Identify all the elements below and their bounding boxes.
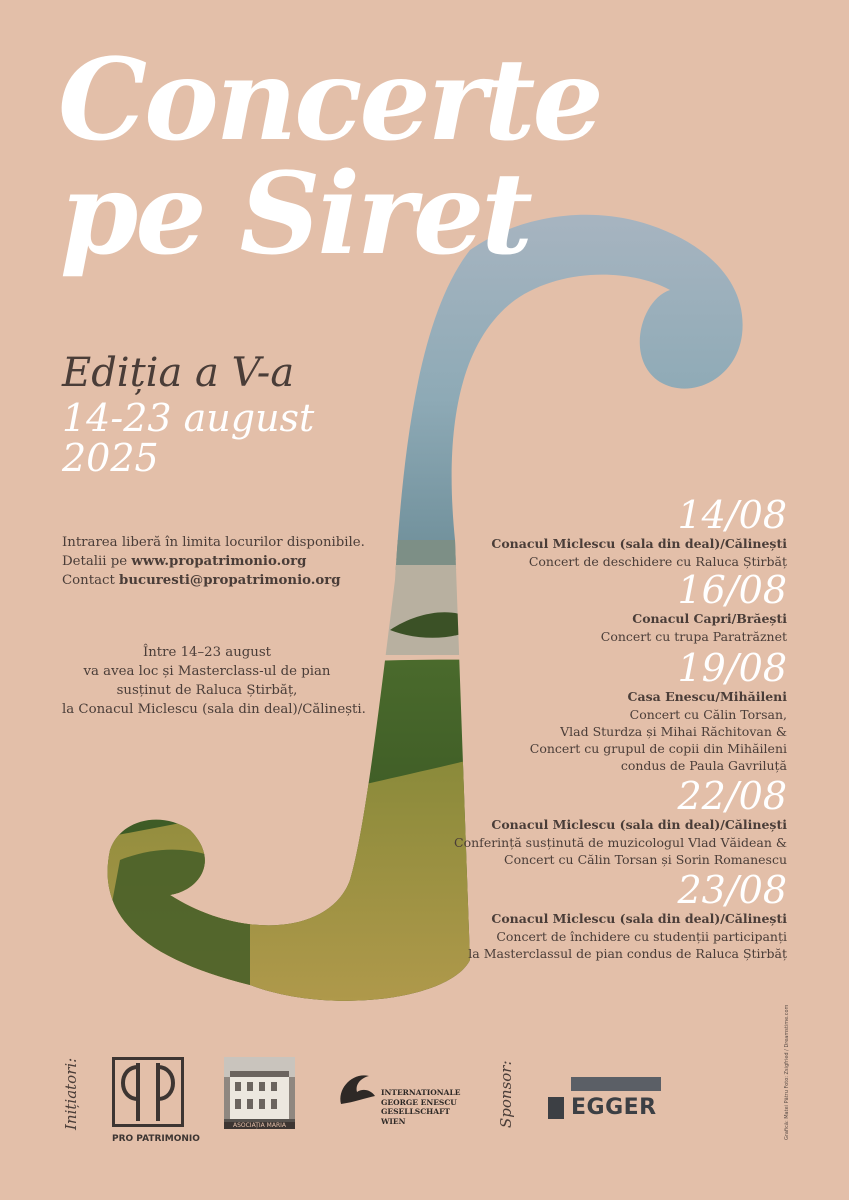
egger-wordmark: EGGER — [571, 1095, 657, 1120]
event-3 — [530, 648, 787, 774]
event-venue: Conacul Capri/Brăești — [632, 611, 787, 626]
sponsor-label: Sponsor: — [497, 1060, 515, 1128]
edition-label: Ediția a V-a — [62, 350, 295, 396]
festival-year: 2025 — [62, 436, 159, 480]
masterclass-line: va avea loc și Masterclass-ul de pian — [83, 664, 331, 679]
event-2 — [601, 570, 787, 645]
event-venue: Conacul Miclescu (sala din deal)/Călinești — [491, 536, 787, 551]
event-date: 22/08 — [677, 774, 787, 818]
pro-patrimonio-logo — [112, 1057, 200, 1144]
event-5 — [468, 870, 787, 962]
enescu-line: WIEN — [381, 1116, 406, 1126]
event-date: 19/08 — [677, 646, 787, 690]
enescu-line: INTERNATIONALE — [381, 1088, 461, 1097]
enescu-line: GEORGE ENESCU — [381, 1097, 457, 1107]
event-line: la Masterclassul de pian condus de Raluca Știrbăț — [468, 946, 787, 961]
event-date: 23/08 — [677, 868, 787, 912]
info-block — [62, 533, 365, 590]
event-4 — [454, 776, 787, 868]
egger-e-mark-icon — [548, 1097, 564, 1119]
contact-prefix: Contact — [62, 573, 120, 588]
free-entry-text: Intrarea liberă în limita locurilor disponibile. — [62, 535, 365, 550]
event-venue: Conacul Miclescu (sala din deal)/Călinești — [491, 911, 787, 926]
pro-patrimonio-emblem-icon — [112, 1057, 184, 1127]
event-line: condus de Paula Gavriluță — [620, 758, 787, 773]
event-line: Concert cu trupa Paratrăznet — [600, 629, 787, 644]
title-line-2: pe Siret — [60, 149, 530, 280]
event-line: Conferință susținută de muzicologul Vlad Văidean & — [454, 835, 787, 850]
event-line: Concert cu Călin Torsan și Sorin Romanescu — [504, 852, 787, 867]
manor-house-icon — [224, 1057, 295, 1127]
event-venue: Casa Enescu/Mihăileni — [627, 689, 787, 704]
pro-patrimonio-caption: PRO PATRIMONIO — [112, 1134, 200, 1144]
event-line: Vlad Sturdza și Mihai Răchitovan & — [560, 724, 787, 739]
event-venue: Conacul Miclescu (sala din deal)/Călinești — [491, 817, 787, 832]
initiators-label: Inițiatori: — [62, 1057, 80, 1130]
website-link[interactable]: www.propatrimonio.org — [131, 554, 307, 569]
details-line — [62, 552, 365, 571]
masterclass-line: Între 14–23 august — [142, 645, 272, 660]
asociatia-maria-caption: ASOCIAȚIA MARIA — [224, 1122, 295, 1129]
enescu-line: GESELLSCHAFT — [381, 1107, 450, 1116]
contact-line — [62, 571, 365, 590]
title-line-1: Concerte — [58, 35, 601, 166]
masterclass-line: susținut de Raluca Știrbăț, — [116, 683, 298, 698]
credits-text: Grafică: Matei Pătru Foto: Zsigfried / Dreamstime.com — [784, 1004, 790, 1140]
asociatia-maria-logo — [224, 1057, 295, 1129]
event-date: 16/08 — [677, 568, 787, 612]
event-date: 14/08 — [677, 493, 787, 537]
event-line: Concert cu grupul de copii din Mihăileni — [529, 741, 787, 756]
event-line: Concert de închidere cu studenții participanți — [496, 929, 787, 944]
masterclass-block — [62, 643, 366, 719]
details-prefix: Detalii pe — [62, 554, 132, 569]
email-link[interactable]: bucuresti@propatrimonio.org — [119, 573, 341, 588]
festival-dates: 14-23 august — [62, 396, 315, 440]
enescu-signature-icon — [335, 1068, 379, 1112]
masterclass-line: la Conacul Miclescu (sala din deal)/Călinești. — [62, 702, 366, 717]
event-line: Concert de deschidere cu Raluca Știrbăț — [528, 554, 787, 569]
event-1 — [491, 495, 787, 570]
event-line: Concert cu Călin Torsan, — [629, 707, 787, 722]
